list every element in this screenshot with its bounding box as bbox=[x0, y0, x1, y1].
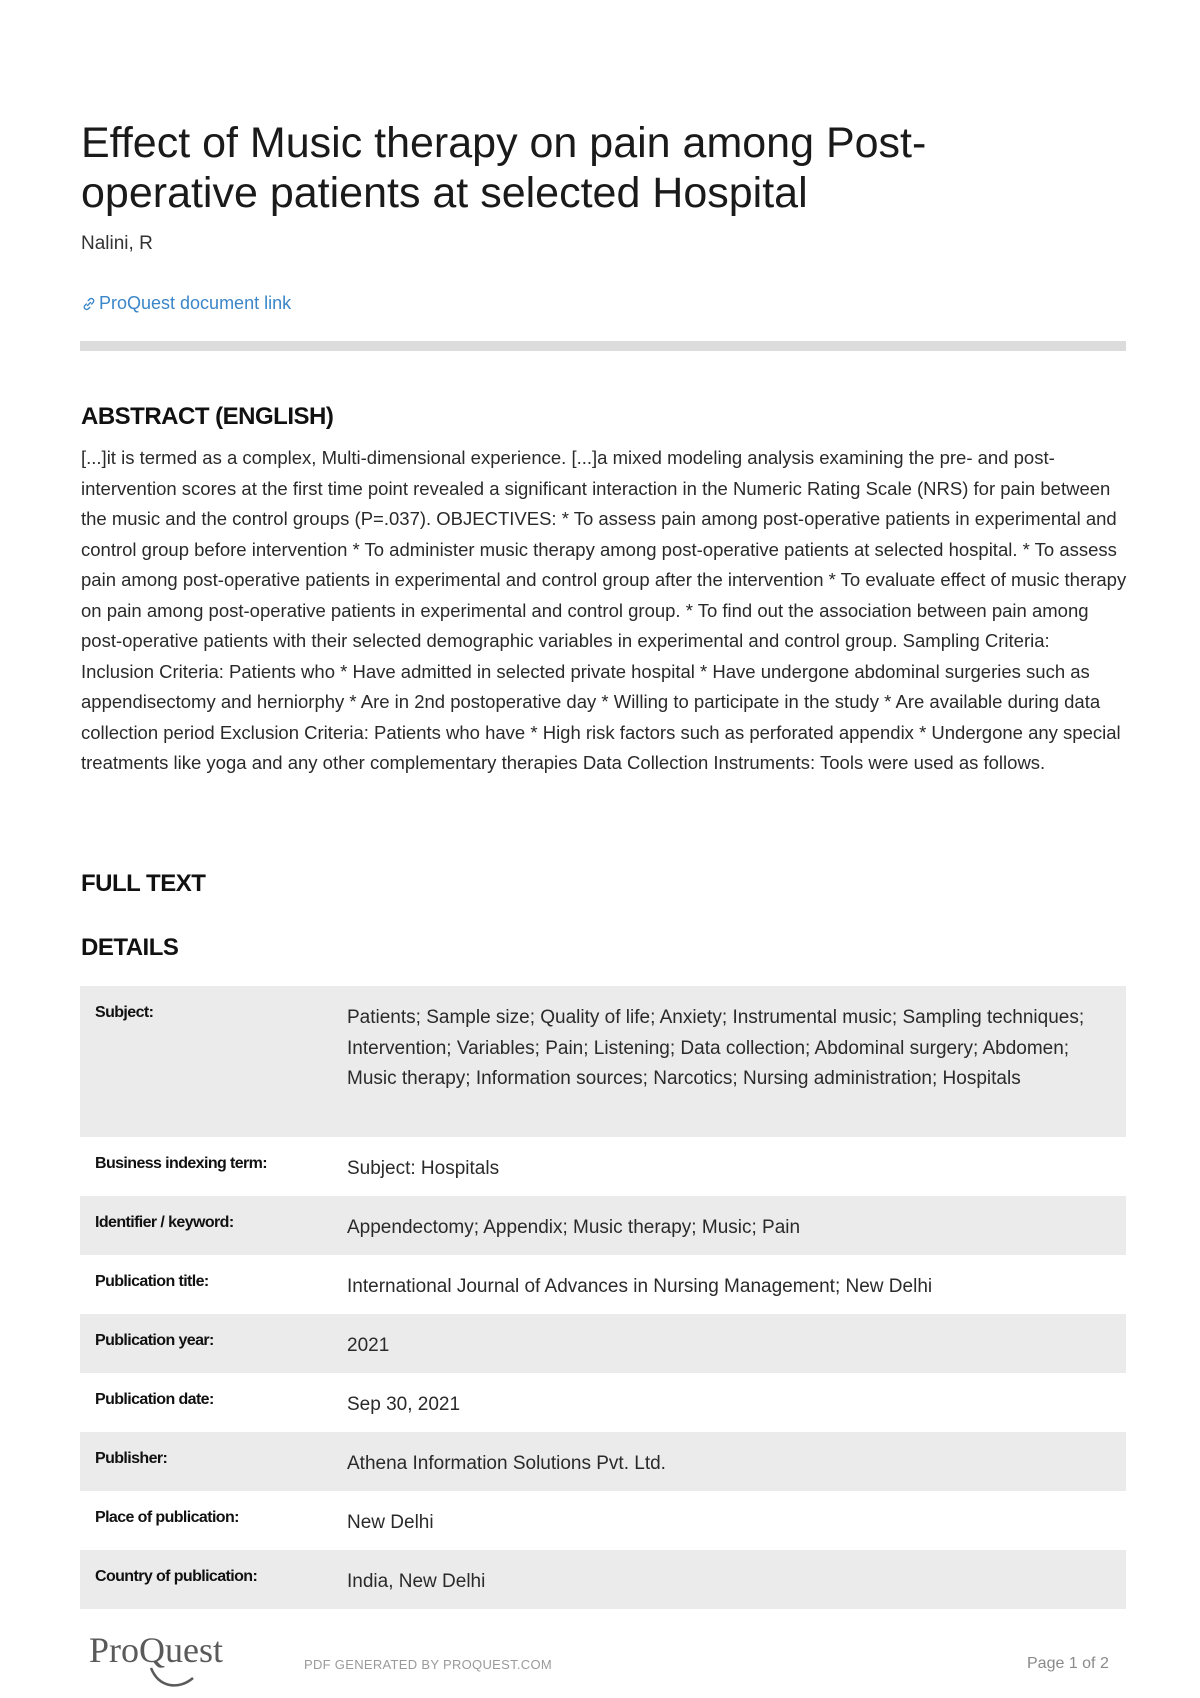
details-value: Athena Information Solutions Pvt. Ltd. bbox=[347, 1453, 666, 1474]
details-heading: DETAILS bbox=[81, 934, 179, 961]
document-title: Effect of Music therapy on pain among Post-operative patients at selected Hospital bbox=[81, 119, 927, 217]
details-row bbox=[80, 1550, 1126, 1609]
details-value: Subject: Hospitals bbox=[347, 1158, 500, 1179]
abstract-heading: ABSTRACT (ENGLISH) bbox=[81, 403, 334, 430]
details-label: Place of publication: bbox=[95, 1509, 239, 1526]
generated-by: PDF GENERATED BY PROQUEST.COM bbox=[304, 1657, 553, 1672]
details-row bbox=[80, 1314, 1126, 1373]
details-label: Publication title: bbox=[95, 1273, 209, 1290]
proquest-logo-text: ProQuest bbox=[89, 1630, 223, 1670]
header-divider bbox=[80, 341, 1126, 351]
details-label: Publication date: bbox=[95, 1391, 214, 1408]
details-row bbox=[80, 1432, 1126, 1491]
details-value: 2021 bbox=[347, 1335, 390, 1356]
page-number: Page 1 of 2 bbox=[1027, 1655, 1109, 1672]
details-value: International Journal of Advances in Nursing Management; New Delhi bbox=[347, 1276, 933, 1297]
proquest-document-link[interactable] bbox=[81, 293, 291, 314]
logo-swoosh bbox=[151, 1668, 193, 1685]
details-row bbox=[80, 1255, 1126, 1314]
details-row bbox=[80, 1196, 1126, 1255]
details-row bbox=[80, 1491, 1126, 1550]
link-icon bbox=[81, 296, 97, 312]
details-label: Publication year: bbox=[95, 1332, 214, 1349]
details-value: Sep 30, 2021 bbox=[347, 1394, 461, 1415]
author: Nalini, R bbox=[81, 233, 153, 254]
full-text-heading: FULL TEXT bbox=[81, 870, 206, 897]
proquest-logo bbox=[89, 1628, 249, 1692]
details-row bbox=[80, 1137, 1126, 1196]
details-table bbox=[80, 986, 1126, 1609]
details-label: Publisher: bbox=[95, 1450, 168, 1467]
abstract-text: [...]it is termed as a complex, Multi-dimensional experience. [...]a mixed modeling analysis examining the pre- and post-intervention scores at the first time point revealed a significant interaction in the Numeric Rating Scale (NRS) for pain between the music and the control groups (P=.037). OBJECTIVES: * To assess pain among post-operative patients in experimental and control group before intervention * To administer music therapy among post-operative patients at selected hospital. * To assess pain among post-operative patients in experimental and control group after the intervention * To evaluate effect of music therapy on pain among post-operative patients in experimental and control group. * To find out the association between pain among post-operative patients with their selected demographic variables in experimental and control group. Sampling Criteria: Inclusion Criteria: Patients who * Have admitted in selected private hospital * Have undergone abdominal surgeries such as appendisectomy and herniorphy * Are in 2nd postoperative day * Willing to participate in the study * Are available during data collection period Exclusion Criteria: Patients who have * High risk factors such as perforated appendix * Undergone any special treatments like yoga and any other complementary therapies Data Collection Instruments: Tools were used as follows. bbox=[81, 447, 1127, 773]
details-label: Subject: bbox=[95, 1004, 154, 1021]
details-label: Business indexing term: bbox=[95, 1155, 268, 1172]
details-row bbox=[80, 1373, 1126, 1432]
details-row bbox=[80, 986, 1126, 1137]
details-label: Identifier / keyword: bbox=[95, 1214, 234, 1231]
document-link-label: ProQuest document link bbox=[99, 293, 292, 313]
details-value: New Delhi bbox=[347, 1512, 434, 1533]
details-value: Patients; Sample size; Quality of life; Anxiety; Instrumental music; Sampling techniques; Intervention; Variables; Pain; Listening; Data collection; Abdominal surgery; Abdomen; Music therapy; Information sources; Narcotics; Nursing administration; Hospitals bbox=[347, 1007, 1085, 1089]
details-value: India, New Delhi bbox=[347, 1571, 486, 1592]
details-label: Country of publication: bbox=[95, 1568, 258, 1585]
details-value: Appendectomy; Appendix; Music therapy; Music; Pain bbox=[347, 1217, 801, 1238]
